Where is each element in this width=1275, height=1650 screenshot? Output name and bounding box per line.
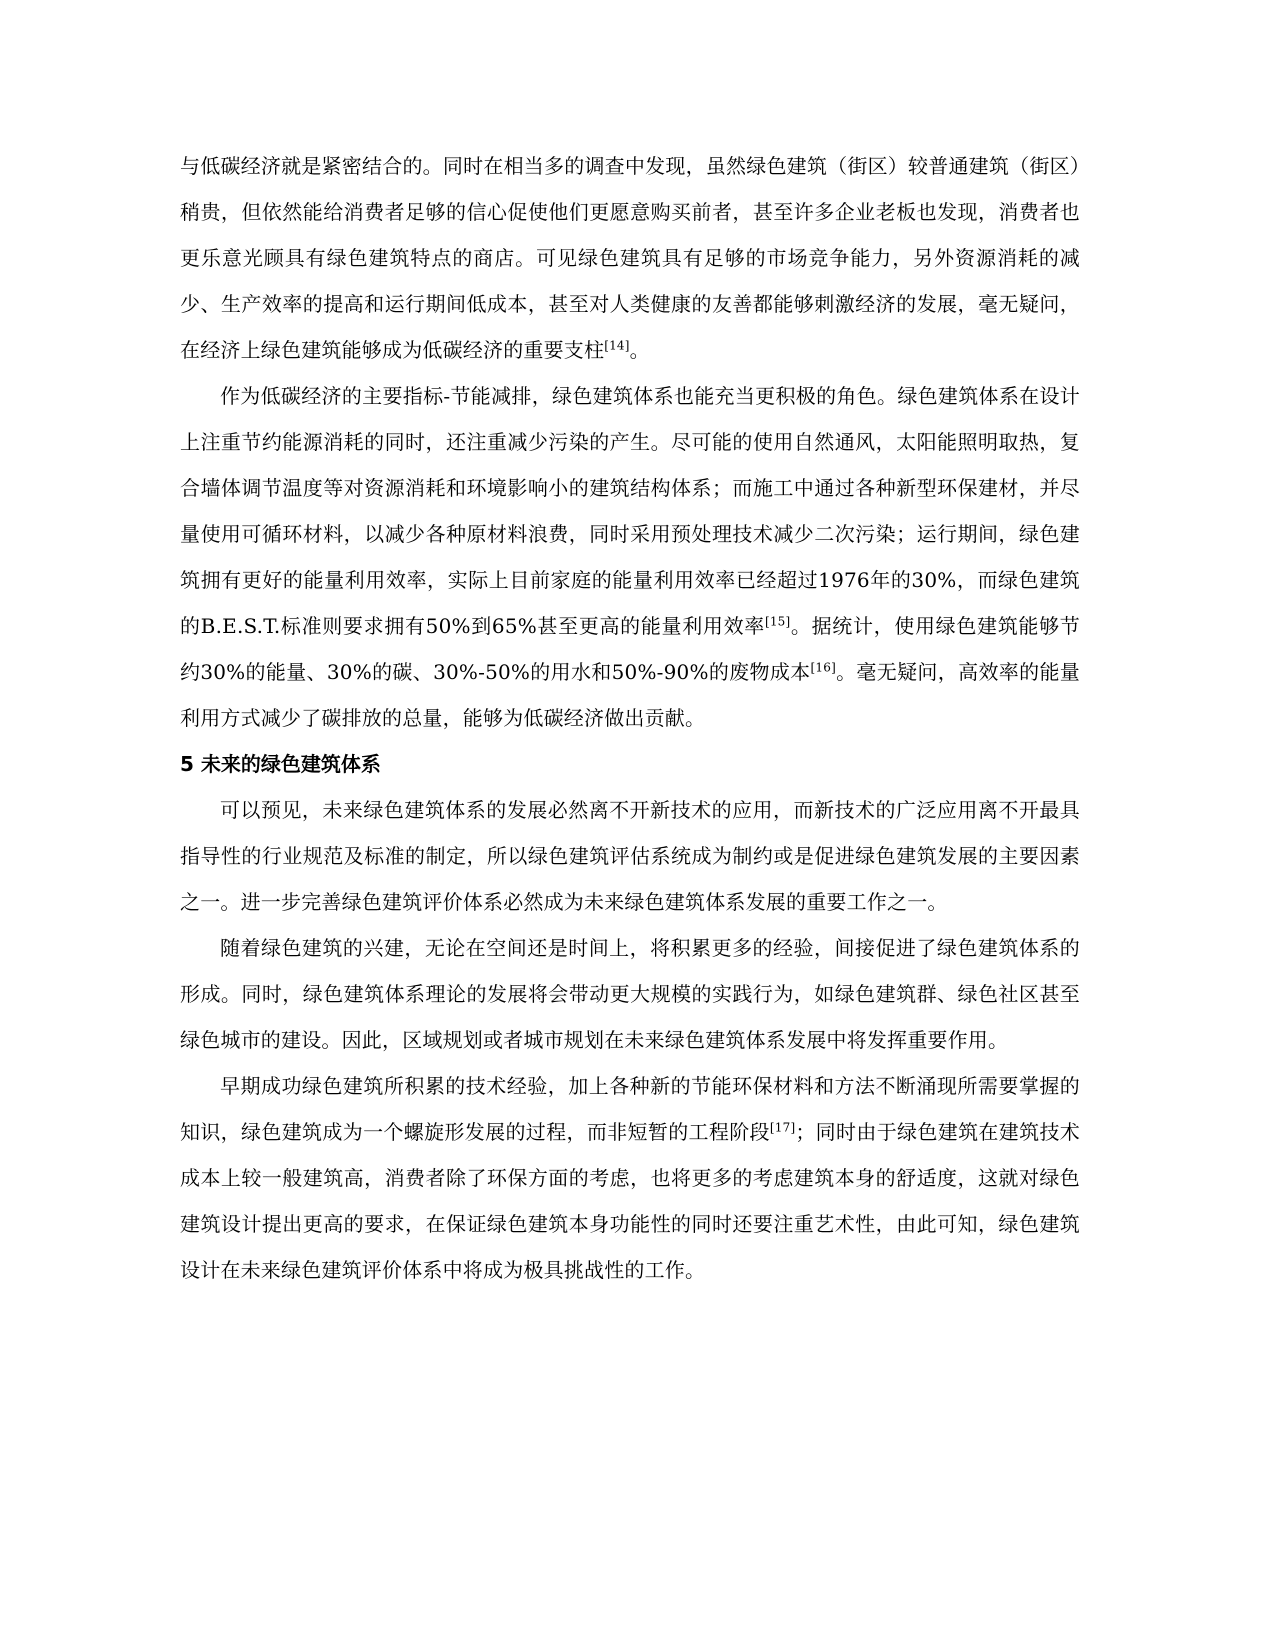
citation-17: [17] <box>769 1120 796 1135</box>
paragraph-text: 作为低碳经济的主要指标-节能减排，绿色建筑体系也能充当更积极的角色。绿色建筑体系在设计上注重节约能源消耗的同时，还注重减少污染的产生。尽可能的使用自然通风，太阳能照明取热，复合墙体调节温度等对资源消耗和环境影响小的建筑结构体系；而施工中通过各种新型环保建材，并尽量使用可循环材料，以减少各种原材料浪费，同时采用预处理技术减少二次污染；运行期间，绿色建筑拥有更好的能量利用效率，实际上目前家庭的能量利用效率已经超过1976年的30%，而绿色建筑的B.E.S.T.标准则要求拥有50%到65%甚至更高的能量利用效率 <box>180 384 1080 638</box>
paragraph-energy-saving <box>180 373 1080 741</box>
paragraph-new-technology: 可以预见，未来绿色建筑体系的发展必然离不开新技术的应用，而新技术的广泛应用离不开最具指导性的行业规范及标准的制定，所以绿色建筑评估系统成为制约或是促进绿色建筑发展的主要因素之一。进一步完善绿色建筑评价体系必然成为未来绿色建筑体系发展的重要工作之一。 <box>180 798 1080 914</box>
paragraph-text-mid: 。据统计，使用绿色建筑能够节约30%的能量、30%的碳、30%-50%的用水和50%-90%的废物成本 <box>180 614 1080 684</box>
paragraph-text: 早期成功绿色建筑所积累的技术经验，加上各种新的节能环保材料和方法不断涌现所需要掌握的知识，绿色建筑成为一个螺旋形发展的过程，而非短暂的工程阶段 <box>180 1074 1080 1144</box>
citation-15: [15] <box>764 614 791 629</box>
citation-14: [14] <box>604 338 630 353</box>
paragraph-urban-planning: 随着绿色建筑的兴建，无论在空间还是时间上，将积累更多的经验，间接促进了绿色建筑体系的形成。同时，绿色建筑体系理论的发展将会带动更大规模的实践行为，如绿色建筑群、绿色社区甚至绿色城市的建设。因此，区域规划或者城市规划在未来绿色建筑体系发展中将发挥重要作用。 <box>180 936 1080 1052</box>
paragraph-low-carbon-economy <box>180 143 1080 373</box>
section-heading: 5 未来的绿色建筑体系 <box>180 752 381 776</box>
paragraph-end: 。 <box>629 338 650 362</box>
citation-16: [16] <box>810 660 836 675</box>
paragraph-end: 。毫无疑问，高效率的能量利用方式减少了碳排放的总量，能够为低碳经济做出贡献。 <box>180 660 1080 730</box>
paragraph-end: ；同时由于绿色建筑在建筑技术成本上较一般建筑高，消费者除了环保方面的考虑，也将更多的考虑建筑本身的舒适度，这就对绿色建筑设计提出更高的要求，在保证绿色建筑本身功能性的同时还要注重艺术性，由此可知，绿色建筑设计在未来绿色建筑评价体系中将成为极具挑战性的工作。 <box>180 1120 1080 1282</box>
document-page <box>180 143 1080 1293</box>
paragraph-design-challenge <box>180 1063 1080 1293</box>
paragraph-text: 与低碳经济就是紧密结合的。同时在相当多的调查中发现，虽然绿色建筑（街区）较普通建筑（街区）稍贵，但依然能给消费者足够的信心促使他们更愿意购买前者，甚至许多企业老板也发现，消费者也更乐意光顾具有绿色建筑特点的商店。可见绿色建筑具有足够的市场竞争能力，另外资源消耗的减少、生产效率的提高和运行期间低成本，甚至对人类健康的友善都能够刺激经济的发展，毫无疑问，在经济上绿色建筑能够成为低碳经济的重要支柱 <box>180 154 1080 362</box>
